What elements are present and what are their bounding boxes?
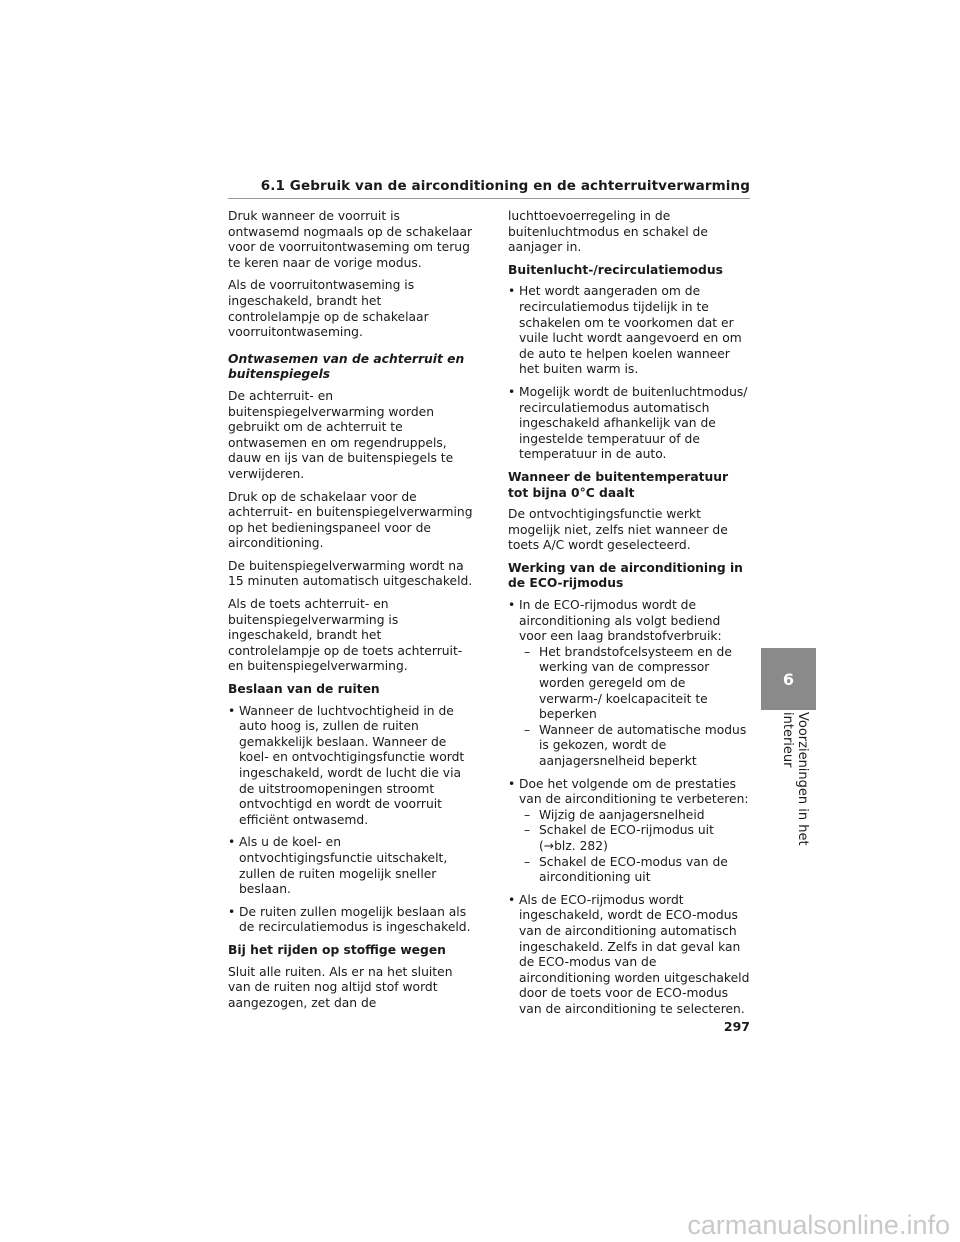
paragraph: Als de toets achterruit- en buitenspiegelverwarming is ingeschakeld, brandt het controlelampje op de toets achterruit- en buitenspiegelverwarming. <box>228 597 463 674</box>
sub-list <box>519 808 750 886</box>
section-heading: Buitenlucht-/recirculatiemodus <box>508 262 723 277</box>
left-column <box>228 209 474 1018</box>
sub-list-item: – Wanneer de automatische modus is gekozen, wordt de aanjagersnelheid beperkt <box>524 723 750 770</box>
list-item: • Wanneer de luchtvochtigheid in de auto hoog is, zullen de ruiten gemakkelijk beslaan. Wanneer de koel- en ontvochtigingsfunctie wordt ingeschakeld, wordt de lucht die via de uitstroomopeningen stroomt ontvochtigd en wordt de voorruit efficiënt ontwasemd. <box>228 704 474 829</box>
chapter-tab: 6 <box>761 648 816 710</box>
paragraph: Druk op de schakelaar voor de achterruit- en buitenspiegelverwarming op het bedieningspaneel voor de airconditioning. <box>228 489 473 551</box>
paragraph: De buitenspiegelverwarming wordt na 15 minuten automatisch uitgeschakeld. <box>228 558 473 589</box>
page-number: 297 <box>723 1019 750 1034</box>
paragraph: De ontvochtigingsfunctie werkt mogelijk niet, zelfs niet wanneer de toets A/C wordt geselecteerd. <box>508 507 728 553</box>
section-heading: Werking van de airconditioning in de ECO-rijmodus <box>508 560 743 591</box>
chapter-label: Voorzieningen in het interieur <box>780 712 810 846</box>
list-item-text: In de ECO-rijmodus wordt de airconditioning als volgt bediend voor een laag brandstofverbruik: <box>519 598 722 644</box>
list-item: • Het wordt aangeraden om de recirculatiemodus tijdelijk in te schakelen om te voorkomen dat er vuile lucht wordt aangevoerd en om de auto te helpen koelen wanneer het buiten warm is. <box>508 284 750 378</box>
running-header: 6.1 Gebruik van de airconditioning en de achterruitverwarming <box>260 178 750 194</box>
sub-list <box>519 645 750 770</box>
paragraph: Als de voorruitontwaseming is ingeschakeld, brandt het controlelampje op de schakelaar voorruitontwaseming. <box>228 278 429 340</box>
list-item: • Als de ECO-rijmodus wordt ingeschakeld, wordt de ECO-modus van de airconditioning automatisch ingeschakeld. Zelfs in dat geval kan de ECO-modus van de airconditioning worden uitgeschakeld door de toets voor de ECO-modus van de airconditioning te selecteren. <box>508 893 750 1018</box>
watermark: carmanualsonline.info <box>687 1210 950 1240</box>
list-item <box>508 777 750 886</box>
paragraph: Sluit alle ruiten. Als er na het sluiten van de ruiten nog altijd stof wordt aangezogen, zet dan de <box>228 964 453 1010</box>
sub-list-item: – Schakel de ECO-modus van de airconditioning uit <box>524 855 750 886</box>
bullet-list <box>228 704 474 936</box>
paragraph: Druk wanneer de voorruit is ontwasemd nogmaals op de schakelaar voor de voorruitontwaseming om terug te keren naar de vorige modus. <box>228 209 473 270</box>
list-item: • Als u de koel- en ontvochtigingsfunctie uitschakelt, zullen de ruiten mogelijk sneller beslaan. <box>228 835 474 897</box>
list-item: • Mogelijk wordt de buitenluchtmodus/ recirculatiemodus automatisch ingeschakeld afhankelijk van de ingestelde temperatuur of de temperatuur in de auto. <box>508 385 750 463</box>
list-item-text: Doe het volgende om de prestaties van de airconditioning te verbeteren: <box>519 776 749 807</box>
section-heading: Bij het rijden op stoffige wegen <box>228 942 446 957</box>
section-heading: Wanneer de buitentemperatuur tot bijna 0°C daalt <box>508 469 729 500</box>
sub-list-item[interactable]: – Schakel de ECO-rijmodus uit (→blz. 282) <box>524 823 750 854</box>
bullet-list <box>508 284 750 463</box>
sub-list-item: – Het brandstofcelsysteem en de werking van de compressor worden geregeld om de verwarm-/ koelcapaciteit te beperken <box>524 645 750 723</box>
paragraph: De achterruit- en buitenspiegelverwarming worden gebruikt om de achterruit te ontwasemen en om regendruppels, dauw en ijs van de buitenspiegels te verwijderen. <box>228 388 454 481</box>
paragraph: luchttoevoerregeling in de buitenluchtmodus en schakel de aanjager in. <box>508 209 708 255</box>
list-item: • De ruiten zullen mogelijk beslaan als de recirculatiemodus is ingeschakeld. <box>228 905 474 936</box>
list-item <box>508 598 750 770</box>
section-heading-italic: Ontwasemen van de achterruit en buitenspiegels <box>228 351 465 382</box>
section-heading: Beslaan van de ruiten <box>228 682 380 697</box>
header-rule <box>228 198 750 199</box>
sub-list-item: – Wijzig de aanjagersnelheid <box>524 808 750 824</box>
right-column <box>508 209 750 1025</box>
bullet-list <box>508 598 750 1017</box>
